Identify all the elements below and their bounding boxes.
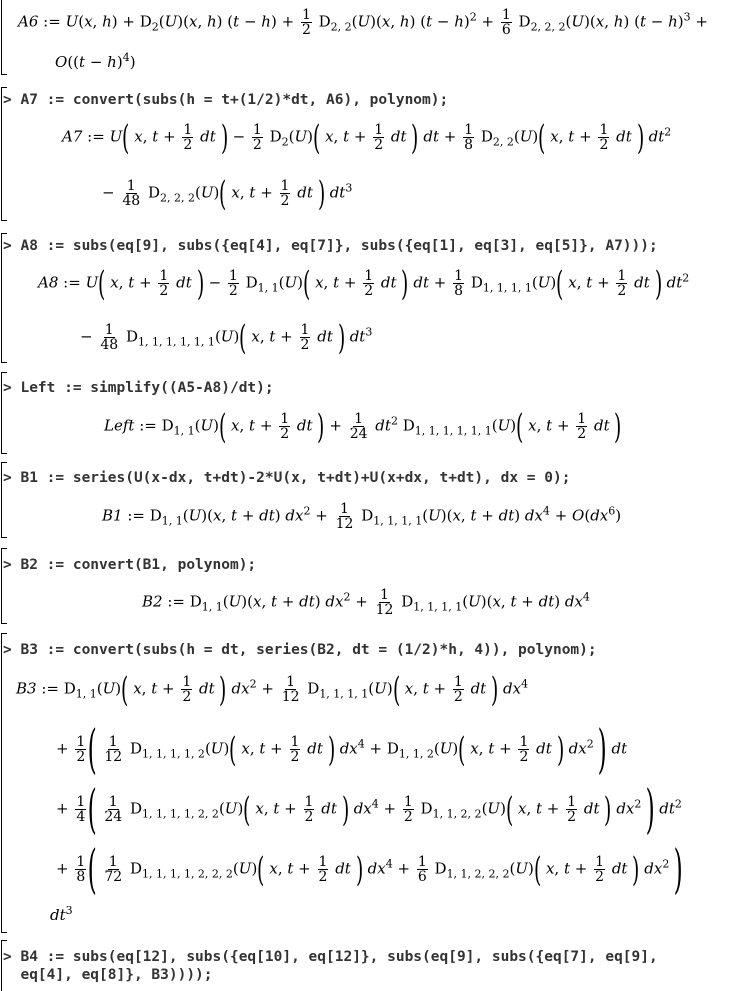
cell-a8	[0, 233, 751, 365]
cell-b1	[0, 462, 751, 540]
output-b3-line3: + $\frac{1}{4}$ ( $\frac{1}{24}$ $D_{1, 1, 1, 1, 2, 2}(U)$( x, t + $\frac{1}{2}$ dt ) $dx^4$ + $\frac{1}{2}$ $D_{1, 1, 2, 2}(U)$( x, t + $\frac{1}{2}$ dt ) $dx^2$ ) $dt^2$	[56, 779, 682, 840]
output-b2: B2 := $D_{1, 1}(U)(x$, t + dt) $dx^2$ + $\frac{1}{12}$ $D_{1, 1, 1, 1}(U)(x$, t + dt) $dx^4$	[142, 587, 590, 618]
cell-b2	[0, 548, 751, 626]
output-b1: B1 := $D_{1, 1}(U)(x$, t + dt) $dx^2$ + $\frac{1}{12}$ $D_{1, 1, 1, 1}(U)(x$, t + dt) $dx^4 + O(dx^6)$	[102, 501, 622, 532]
input-b2[interactable]: > B2 := convert(B1, polynom);	[3, 557, 257, 573]
input-a7[interactable]: > A7 := convert(subs(h = t+(1/2)*dt, A6), polynom);	[3, 92, 449, 108]
input-b3[interactable]: > B3 := convert(subs(h = dt, series(B2, dt = (1/2)*h, 4)), polynom);	[3, 642, 597, 658]
output-left: Left := $D_{1, 1}(U)$( x, t + $\frac{1}{2}$ dt ) + $\frac{1}{24}$ $dt^2$ $D_{1, 1, 1, 1, 1, 1}(U)$( x, t + $\frac{1}{2}$ dt )	[104, 406, 622, 447]
cell-a6	[0, 0, 751, 78]
input-left[interactable]: > Left := simplify((A5-A8)/dt);	[3, 380, 274, 396]
output-b3-line5: $dt^3$	[50, 904, 73, 924]
output-a8-line1: A8 := U( x, t + $\frac{1}{2}$ dt ) − $\frac{1}{2}$ $D_{1, 1}(U)$( x, t + $\frac{1}{2}$ dt ) dt + $\frac{1}{8}$ $D_{1, 1, 1, 1}(U)$( x, t + $\frac{1}{2}$ dt ) $dt^2$	[38, 263, 690, 304]
cell-left	[0, 372, 751, 456]
cell-a7	[0, 87, 751, 223]
cell-bracket[interactable]	[1, 0, 7, 75]
output-b3-line2: + $\frac{1}{2}$ ( $\frac{1}{12}$ $D_{1, 1, 1, 1, 2}(U)$( x, t + $\frac{1}{2}$ dt ) $dx^4 + D_{1, 1, 2}(U)$( x, t + $\frac{1}{2}$ dt ) $dx^2$ ) dt	[56, 719, 628, 780]
input-b1[interactable]: > B1 := series(U(x-dx, t+dt)-2*U(x, t+dt)+U(x+dx, t+dt), dx = 0);	[3, 470, 571, 486]
cell-bracket[interactable]	[1, 633, 7, 933]
output-a8-line2: − $\frac{1}{48}$ $D_{1, 1, 1, 1, 1, 1}(U)$( x, t + $\frac{1}{2}$ dt ) $dt^3$	[80, 317, 373, 358]
output-a7-line2: − $\frac{1}{48}$ $D_{2, 2, 2}(U)$( x, t + $\frac{1}{2}$ dt ) $dt^3$	[102, 173, 353, 214]
input-a8[interactable]: > A8 := subs(eq[9], subs({eq[4], eq[7]}, subs({eq[1], eq[3], eq[5]}, A7)));	[3, 238, 658, 254]
cell-b3	[0, 633, 751, 935]
output-a7-line1: A7 := U( x, t + $\frac{1}{2}$ dt ) − $\frac{1}{2}$ $D_2(U)$( x, t + $\frac{1}{2}$ dt ) dt + $\frac{1}{8}$ $D_{2, 2}(U)$( x, t + $\frac{1}{2}$ dt ) $dt^2$	[62, 117, 672, 158]
output-b3-line1: B3 := $D_{1, 1}(U)$( x, t + $\frac{1}{2}$ dt ) $dx^2$ + $\frac{1}{12}$ $D_{1, 1, 1, 1}(U)$( x, t + $\frac{1}{2}$ dt ) $dx^4$	[16, 669, 529, 710]
output-a6-line2: $O((t - h)^4)$	[55, 51, 136, 71]
input-b4-line1[interactable]: > B4 := subs(eq[12], subs({eq[10], eq[12]}, subs(eq[9], subs({eq[7], eq[9],	[3, 949, 658, 965]
cell-b4	[0, 940, 751, 990]
output-a6-line1: A6 := U(x, $h) + D_2(U)(x$, h) (t − h) + $\frac{1}{2}$ $D_{2, 2}(U)(x$, h) $(t - h)^2$ + $\frac{1}{6}$ $D_{2, 2, 2}(U)(x$, h) $(t - h)^3$ +	[18, 7, 708, 38]
input-b4-line2[interactable]: eq[4], eq[8]}, B3))));	[3, 967, 213, 983]
output-b3-line4: + $\frac{1}{8}$ ( $\frac{1}{72}$ $D_{1, 1, 1, 1, 2, 2, 2}(U)$( x, t + $\frac{1}{2}$ dt ) $dx^4$ + $\frac{1}{6}$ $D_{1, 1, 2, 2, 2}(U)$( x, t + $\frac{1}{2}$ dt ) $dx^2$ )	[56, 839, 683, 900]
